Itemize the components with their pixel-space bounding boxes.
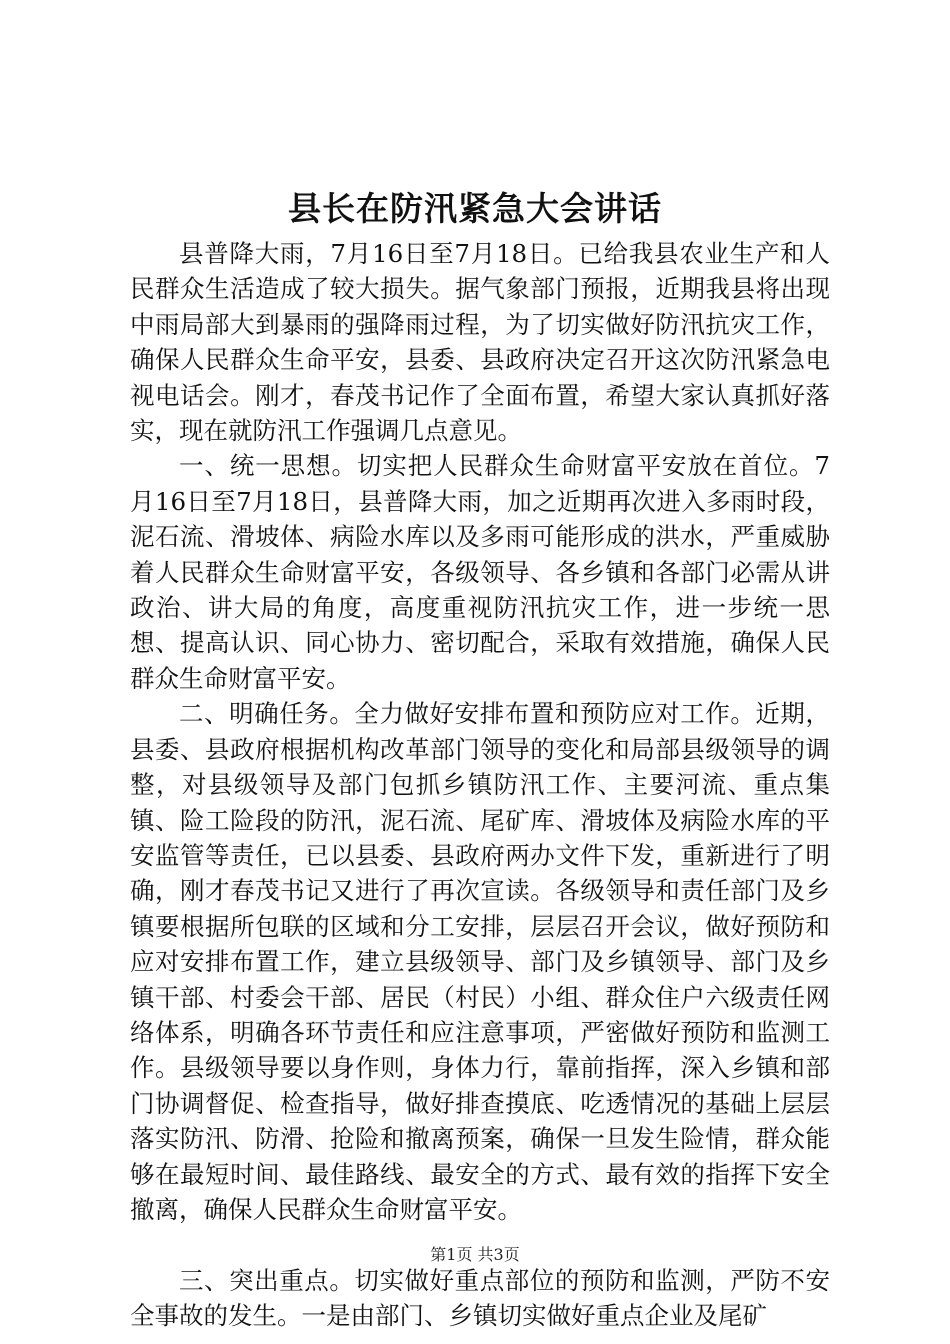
paragraph-section-2: 二、明确任务。全力做好安排布置和预防应对工作。近期，县委、县政府根据机构改革部门领导的变化和局部县级领导的调整，对县级领导及部门包抓乡镇防汛工作、主要河流、重点集镇、险工险段的防汛，泥石流、尾矿库、滑坡体及病险水库的平安监管等责任，已以县委、县政府两办文件下发，重新进行了明确，刚才春茂书记又进行了再次宣读。各级领导和责任部门及乡镇要根据所包联的区域和分工安排，层层召开会议，做好预防和应对安排布置工作，建立县级领导、部门及乡镇领导、部门及乡镇干部、村委会干部、居民（村民）小组、群众住户六级责任网络体系，明确各环节责任和应注意事项，严密做好预防和监测工作。县级领导要以身作则，身体力行，靠前指挥，深入乡镇和部门协调督促、检查指导，做好排查摸底、吃透情况的基础上层层落实防汛、防滑、抢险和撤离预案，确保一旦发生险情，群众能够在最短时间、最佳路线、最安全的方式、最有效的指挥下安全撤离，确保人民群众生命财富平安。 <box>130 699 830 1224</box>
paragraph-section-1: 一、统一思想。切实把人民群众生命财富平安放在首位。7月16日至7月18日，县普降大雨，加之近期再次进入多雨时段，泥石流、滑坡体、病险水库以及多雨可能形成的洪水，严重威胁着人民群众生命财富平安，各级领导、各乡镇和各部门必需从讲政治、讲大局的角度，高度重视防汛抗灾工作，进一步统一思想、提高认识、同心协力、密切配合，采取有效措施，确保人民群众生命财富平安。 <box>130 451 830 693</box>
paragraph-intro: 县普降大雨，7月16日至7月18日。已给我县农业生产和人民群众生活造成了较大损失。据气象部门预报，近期我县将出现中雨局部大到暴雨的强降雨过程，为了切实做好防汛抗灾工作，确保人民群众生命平安，县委、县政府决定召开这次防汛紧急电视电话会。刚才，春茂书记作了全面布置，希望大家认真抓好落实，现在就防汛工作强调几点意见。 <box>130 239 830 446</box>
document-title: 县长在防汛紧急大会讲话 <box>288 189 662 228</box>
paragraph-section-3: 三、突出重点。切实做好重点部位的预防和监测，严防不安全事故的发生。一是由部门、乡镇切实做好重点企业及尾矿 <box>130 1265 830 1331</box>
document-body <box>130 236 830 1334</box>
page-number-footer: 第1页 共3页 <box>430 1245 520 1264</box>
